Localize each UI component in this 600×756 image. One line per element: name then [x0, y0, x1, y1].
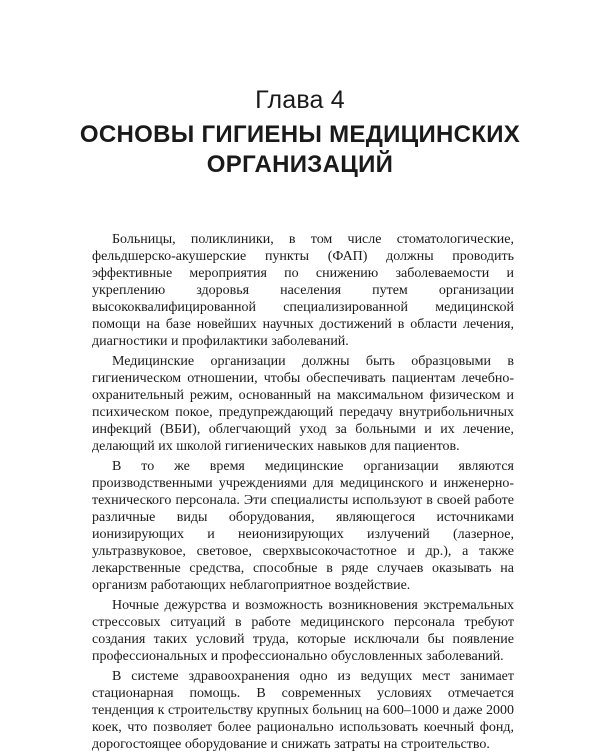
- paragraph-1: Больницы, поликлиники, в том числе стоматологические, фельдшерско-акушерские пункты (ФАП) должны проводить эффективные мероприятия по снижению заболеваемости и укреплению здоровья населения путем организации высококвалифицированной специализированной медицинской помощи на базе новейших научных достижений в области лечения, диагностики и профилактики заболеваний.: [92, 232, 514, 349]
- paragraph-5: В системе здравоохранения одно из ведущих мест занимает стационарная помощь. В современных условиях отмечается тенденция к строительству крупных больниц на 600–1000 и даже 2000 коек, что позволяет более рационально использовать коечный фонд, дорогостоящее оборудование и снижать затраты на строительство.: [92, 669, 514, 752]
- chapter-label: Глава 4: [255, 86, 345, 114]
- paragraph-2: Медицинские организации должны быть образцовыми в гигиеническом отношении, чтобы обеспечивать пациентам лечебно-охранительный режим, основанный на максимальном физическом и психическом покое, предупреждающий передачу внутрибольничных инфекций (ВБИ), облегчающий уход за больными и их лечение, делающий их школой гигиенических навыков для пациентов.: [92, 354, 514, 454]
- paragraph-4: Ночные дежурства и возможность возникновения экстремальных стрессовых ситуаций в работе медицинского персонала требуют создания таких условий труда, которые исключали бы появление профессиональных и профессионально обусловленных заболеваний.: [92, 598, 514, 664]
- chapter-body: [92, 231, 514, 756]
- paragraph-3: В то же время медицинские организации являются производственными учреждениями для медицинского и инженерно-технического персонала. Эти специалисты используют в своей работе различные виды оборудования, являющегося источниками ионизирующих и неионизирующих излучений (лазерное, ультразвуковое, световое, сверхвысокочастотное и др.), а также лекарственные средства, способные в ряде случаев оказывать на организм работающих неблагоприятное воздействие.: [92, 459, 514, 593]
- chapter-title: ОСНОВЫ ГИГИЕНЫ МЕДИЦИНСКИХ ОРГАНИЗАЦИЙ: [79, 121, 521, 178]
